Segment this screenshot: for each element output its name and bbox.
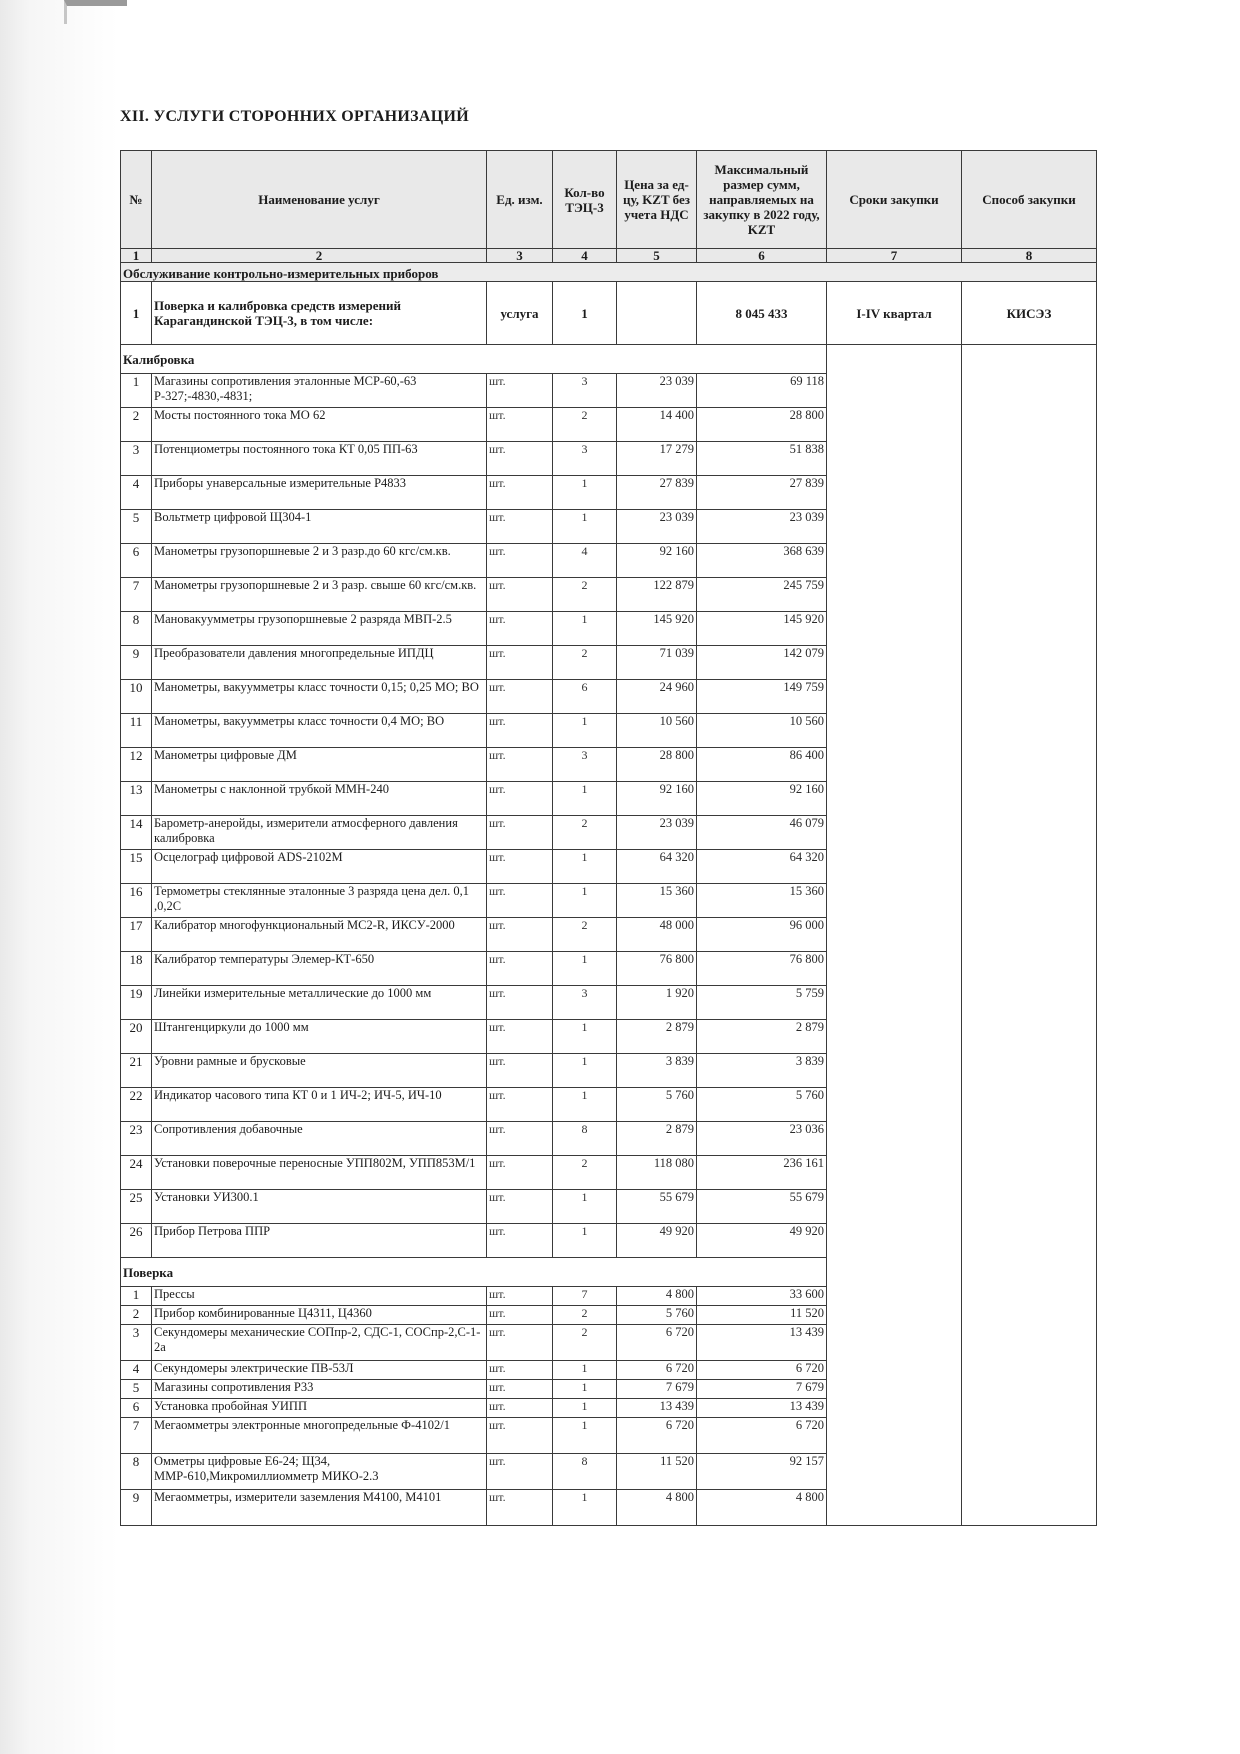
row-qty: 1 (553, 1418, 617, 1454)
header-method: Способ закупки (962, 151, 1097, 249)
row-sum: 5 760 (697, 1088, 827, 1122)
row-qty: 2 (553, 1306, 617, 1325)
row-num: 25 (121, 1190, 152, 1224)
row-unit: шт. (487, 1287, 553, 1306)
row-price: 5 760 (617, 1088, 697, 1122)
row-sum: 3 839 (697, 1054, 827, 1088)
row-price: 92 160 (617, 782, 697, 816)
section-row (121, 263, 1097, 282)
row-qty: 1 (553, 1380, 617, 1399)
row-unit: шт. (487, 1454, 553, 1490)
row-num: 23 (121, 1122, 152, 1156)
row-num: 19 (121, 986, 152, 1020)
row-sum: 245 759 (697, 578, 827, 612)
row-name: Термометры стеклянные эталонные 3 разряда цена дел. 0,1 ,0,2С (152, 884, 487, 918)
row-name: Омметры цифровые Е6-24; Щ34, ММР-610,Микромиллиомметр МИКО-2.3 (152, 1454, 487, 1490)
row-price: 23 039 (617, 816, 697, 850)
row-price: 4 800 (617, 1287, 697, 1306)
row-sum: 28 800 (697, 408, 827, 442)
row-num: 13 (121, 782, 152, 816)
row-name: Индикатор часового типа КТ 0 и 1 ИЧ-2; ИЧ-5, ИЧ-10 (152, 1088, 487, 1122)
row-num: 1 (121, 374, 152, 408)
row-price: 145 920 (617, 612, 697, 646)
subsection-row (121, 345, 1097, 374)
row-name: Магазины сопротивления Р33 (152, 1380, 487, 1399)
header-num: № (121, 151, 152, 249)
column-number: 4 (553, 249, 617, 263)
row-qty: 1 (553, 476, 617, 510)
row-qty: 1 (553, 1361, 617, 1380)
row-num: 26 (121, 1224, 152, 1258)
row-num: 24 (121, 1156, 152, 1190)
row-qty: 2 (553, 816, 617, 850)
row-unit: шт. (487, 1156, 553, 1190)
row-num: 8 (121, 612, 152, 646)
row-price: 48 000 (617, 918, 697, 952)
row-price: 71 039 (617, 646, 697, 680)
row-num: 3 (121, 442, 152, 476)
row-price: 2 879 (617, 1122, 697, 1156)
header-price: Цена за ед-цу, KZT без учета НДС (617, 151, 697, 249)
row-num: 6 (121, 544, 152, 578)
row-qty: 1 (553, 1490, 617, 1526)
column-number: 7 (827, 249, 962, 263)
row-qty: 3 (553, 748, 617, 782)
main-item-terms: I-IV квартал (827, 282, 962, 345)
row-price: 6 720 (617, 1418, 697, 1454)
row-sum: 236 161 (697, 1156, 827, 1190)
row-num: 17 (121, 918, 152, 952)
row-qty: 6 (553, 680, 617, 714)
main-item-name: Поверка и калибровка средств измерений Карагандинской ТЭЦ-3, в том числе: (152, 282, 487, 345)
row-unit: шт. (487, 1418, 553, 1454)
row-name: Установки УИ300.1 (152, 1190, 487, 1224)
column-number: 3 (487, 249, 553, 263)
row-price: 118 080 (617, 1156, 697, 1190)
row-num: 16 (121, 884, 152, 918)
row-num: 4 (121, 1361, 152, 1380)
row-price: 28 800 (617, 748, 697, 782)
row-sum: 96 000 (697, 918, 827, 952)
row-price: 15 360 (617, 884, 697, 918)
row-price: 49 920 (617, 1224, 697, 1258)
row-name: Сопротивления добавочные (152, 1122, 487, 1156)
row-qty: 3 (553, 374, 617, 408)
row-sum: 49 920 (697, 1224, 827, 1258)
row-qty: 1 (553, 1224, 617, 1258)
row-price: 27 839 (617, 476, 697, 510)
row-sum: 149 759 (697, 680, 827, 714)
row-qty: 1 (553, 952, 617, 986)
row-qty: 3 (553, 442, 617, 476)
header-name: Наименование услуг (152, 151, 487, 249)
row-qty: 7 (553, 1287, 617, 1306)
row-unit: шт. (487, 374, 553, 408)
row-price: 24 960 (617, 680, 697, 714)
row-num: 15 (121, 850, 152, 884)
row-unit: шт. (487, 408, 553, 442)
row-qty: 1 (553, 782, 617, 816)
row-num: 22 (121, 1088, 152, 1122)
row-sum: 86 400 (697, 748, 827, 782)
row-sum: 13 439 (697, 1325, 827, 1361)
row-num: 2 (121, 1306, 152, 1325)
main-item-num: 1 (121, 282, 152, 345)
row-price: 23 039 (617, 374, 697, 408)
row-unit: шт. (487, 816, 553, 850)
row-unit: шт. (487, 578, 553, 612)
row-unit: шт. (487, 782, 553, 816)
row-name: Манометры, вакуумметры класс точности 0,15; 0,25 МО; ВО (152, 680, 487, 714)
row-qty: 1 (553, 1190, 617, 1224)
row-sum: 142 079 (697, 646, 827, 680)
row-name: Уровни рамные и брусковые (152, 1054, 487, 1088)
row-num: 12 (121, 748, 152, 782)
row-name: Прибор Петрова ППР (152, 1224, 487, 1258)
row-price: 14 400 (617, 408, 697, 442)
row-num: 7 (121, 1418, 152, 1454)
row-unit: шт. (487, 510, 553, 544)
row-qty: 1 (553, 850, 617, 884)
row-sum: 76 800 (697, 952, 827, 986)
row-qty: 8 (553, 1122, 617, 1156)
row-unit: шт. (487, 714, 553, 748)
row-name: Установки поверочные переносные УПП802М, УПП853М/1 (152, 1156, 487, 1190)
row-num: 7 (121, 578, 152, 612)
row-qty: 1 (553, 884, 617, 918)
row-num: 2 (121, 408, 152, 442)
row-sum: 368 639 (697, 544, 827, 578)
row-unit: шт. (487, 1361, 553, 1380)
row-sum: 2 879 (697, 1020, 827, 1054)
header-max-sum: Максимальный размер сумм, направляемых на закупку в 2022 году, KZT (697, 151, 827, 249)
row-name: Вольтметр цифровой Щ304-1 (152, 510, 487, 544)
row-sum: 69 118 (697, 374, 827, 408)
row-unit: шт. (487, 1325, 553, 1361)
subsection-title: Калибровка (121, 345, 827, 374)
row-sum: 92 160 (697, 782, 827, 816)
row-qty: 1 (553, 714, 617, 748)
column-number: 2 (152, 249, 487, 263)
row-unit: шт. (487, 1306, 553, 1325)
header-unit: Ед. изм. (487, 151, 553, 249)
row-name: Мосты постоянного тока МО 62 (152, 408, 487, 442)
scan-corner-mark (64, 0, 127, 24)
page-title: XII. УСЛУГИ СТОРОННИХ ОРГАНИЗАЦИЙ (120, 108, 470, 125)
row-name: Калибратор многофункциональный МС2-R, ИКСУ-2000 (152, 918, 487, 952)
row-qty: 2 (553, 578, 617, 612)
row-price: 6 720 (617, 1325, 697, 1361)
row-num: 6 (121, 1399, 152, 1418)
row-sum: 145 920 (697, 612, 827, 646)
row-sum: 6 720 (697, 1361, 827, 1380)
row-num: 10 (121, 680, 152, 714)
row-name: Мегаомметры электронные многопредельные Ф-4102/1 (152, 1418, 487, 1454)
row-sum: 4 800 (697, 1490, 827, 1526)
terms-merged-cell (827, 345, 962, 1526)
row-qty: 1 (553, 1020, 617, 1054)
row-unit: шт. (487, 1380, 553, 1399)
row-price: 13 439 (617, 1399, 697, 1418)
row-unit: шт. (487, 612, 553, 646)
row-price: 64 320 (617, 850, 697, 884)
row-unit: шт. (487, 918, 553, 952)
row-num: 20 (121, 1020, 152, 1054)
row-qty: 2 (553, 1325, 617, 1361)
row-sum: 13 439 (697, 1399, 827, 1418)
row-sum: 7 679 (697, 1380, 827, 1399)
row-price: 4 800 (617, 1490, 697, 1526)
section-title: Обслуживание контрольно-измерительных приборов (121, 263, 1097, 282)
header-qty: Кол-во ТЭЦ-3 (553, 151, 617, 249)
row-sum: 5 759 (697, 986, 827, 1020)
row-num: 1 (121, 1287, 152, 1306)
row-num: 8 (121, 1454, 152, 1490)
main-item-method: КИСЭЗ (962, 282, 1097, 345)
row-num: 4 (121, 476, 152, 510)
row-unit: шт. (487, 680, 553, 714)
row-qty: 1 (553, 1399, 617, 1418)
row-sum: 23 036 (697, 1122, 827, 1156)
header-terms: Сроки закупки (827, 151, 962, 249)
column-number: 8 (962, 249, 1097, 263)
row-price: 1 920 (617, 986, 697, 1020)
row-num: 11 (121, 714, 152, 748)
row-name: Магазины сопротивления эталонные МСР-60,-63 Р-327;-4830,-4831; (152, 374, 487, 408)
row-price: 6 720 (617, 1361, 697, 1380)
row-sum: 27 839 (697, 476, 827, 510)
row-unit: шт. (487, 1190, 553, 1224)
row-unit: шт. (487, 476, 553, 510)
row-qty: 3 (553, 986, 617, 1020)
row-price: 3 839 (617, 1054, 697, 1088)
column-number: 5 (617, 249, 697, 263)
row-name: Установка пробойная УИПП (152, 1399, 487, 1418)
row-name: Осцелограф цифровой ADS-2102M (152, 850, 487, 884)
row-unit: шт. (487, 646, 553, 680)
row-price: 17 279 (617, 442, 697, 476)
row-unit: шт. (487, 1224, 553, 1258)
row-name: Манометры грузопоршневые 2 и 3 разр. свыше 60 кгс/см.кв. (152, 578, 487, 612)
row-price: 11 520 (617, 1454, 697, 1490)
row-sum: 51 838 (697, 442, 827, 476)
scan-margin-shadow (0, 0, 118, 1754)
row-qty: 1 (553, 1054, 617, 1088)
column-number-row (121, 249, 1097, 263)
row-name: Прессы (152, 1287, 487, 1306)
row-num: 5 (121, 1380, 152, 1399)
services-table (120, 150, 1097, 1526)
row-name: Манометры с наклонной трубкой ММН-240 (152, 782, 487, 816)
row-name: Секундомеры электрические ПВ-53Л (152, 1361, 487, 1380)
main-item-unit: услуга (487, 282, 553, 345)
row-name: Линейки измерительные металлические до 1000 мм (152, 986, 487, 1020)
row-num: 3 (121, 1325, 152, 1361)
row-sum: 55 679 (697, 1190, 827, 1224)
row-name: Барометр-анеройды, измерители атмосферного давления калибровка (152, 816, 487, 850)
row-qty: 2 (553, 1156, 617, 1190)
row-qty: 2 (553, 408, 617, 442)
row-unit: шт. (487, 544, 553, 578)
row-name: Мановакуумметры грузопоршневые 2 разряда МВП-2.5 (152, 612, 487, 646)
row-unit: шт. (487, 748, 553, 782)
row-unit: шт. (487, 442, 553, 476)
row-qty: 1 (553, 612, 617, 646)
row-num: 18 (121, 952, 152, 986)
row-price: 55 679 (617, 1190, 697, 1224)
row-num: 14 (121, 816, 152, 850)
main-item-price (617, 282, 697, 345)
row-name: Приборы унаверсальные измерительные Р4833 (152, 476, 487, 510)
row-qty: 2 (553, 918, 617, 952)
row-name: Прибор комбинированные Ц4311, Ц4360 (152, 1306, 487, 1325)
row-unit: шт. (487, 952, 553, 986)
row-unit: шт. (487, 1399, 553, 1418)
main-item-qty: 1 (553, 282, 617, 345)
row-num: 21 (121, 1054, 152, 1088)
row-unit: шт. (487, 1054, 553, 1088)
main-item-sum: 8 045 433 (697, 282, 827, 345)
column-number: 1 (121, 249, 152, 263)
row-num: 9 (121, 1490, 152, 1526)
row-price: 92 160 (617, 544, 697, 578)
row-sum: 64 320 (697, 850, 827, 884)
row-price: 122 879 (617, 578, 697, 612)
row-name: Манометры цифровые ДМ (152, 748, 487, 782)
row-price: 7 679 (617, 1380, 697, 1399)
row-price: 2 879 (617, 1020, 697, 1054)
row-sum: 46 079 (697, 816, 827, 850)
row-qty: 1 (553, 510, 617, 544)
row-qty: 1 (553, 1088, 617, 1122)
main-item-row (121, 282, 1097, 345)
column-number: 6 (697, 249, 827, 263)
row-unit: шт. (487, 1122, 553, 1156)
row-sum: 6 720 (697, 1418, 827, 1454)
row-unit: шт. (487, 1020, 553, 1054)
row-num: 9 (121, 646, 152, 680)
row-qty: 4 (553, 544, 617, 578)
header-row (121, 151, 1097, 249)
row-qty: 2 (553, 646, 617, 680)
row-sum: 15 360 (697, 884, 827, 918)
row-unit: шт. (487, 986, 553, 1020)
row-sum: 92 157 (697, 1454, 827, 1490)
row-unit: шт. (487, 1490, 553, 1526)
row-sum: 23 039 (697, 510, 827, 544)
subsection-title: Поверка (121, 1258, 827, 1287)
row-name: Манометры грузопоршневые 2 и 3 разр.до 60 кгс/см.кв. (152, 544, 487, 578)
row-name: Потенциометры постоянного тока КТ 0,05 ПП-63 (152, 442, 487, 476)
row-name: Калибратор температуры Элемер-КТ-650 (152, 952, 487, 986)
row-unit: шт. (487, 884, 553, 918)
row-price: 23 039 (617, 510, 697, 544)
row-price: 76 800 (617, 952, 697, 986)
row-sum: 11 520 (697, 1306, 827, 1325)
row-qty: 8 (553, 1454, 617, 1490)
row-name: Мегаомметры, измерители заземления М4100, М4101 (152, 1490, 487, 1526)
row-sum: 10 560 (697, 714, 827, 748)
row-name: Секундомеры механические СОПпр-2, СДС-1, СОСпр-2,С-1-2а (152, 1325, 487, 1361)
row-price: 10 560 (617, 714, 697, 748)
row-num: 5 (121, 510, 152, 544)
method-merged-cell (962, 345, 1097, 1526)
row-unit: шт. (487, 1088, 553, 1122)
row-price: 5 760 (617, 1306, 697, 1325)
row-name: Штангенциркули до 1000 мм (152, 1020, 487, 1054)
row-name: Преобразователи давления многопредельные ИПДЦ (152, 646, 487, 680)
row-sum: 33 600 (697, 1287, 827, 1306)
row-unit: шт. (487, 850, 553, 884)
row-name: Манометры, вакуумметры класс точности 0,4 МО; ВО (152, 714, 487, 748)
